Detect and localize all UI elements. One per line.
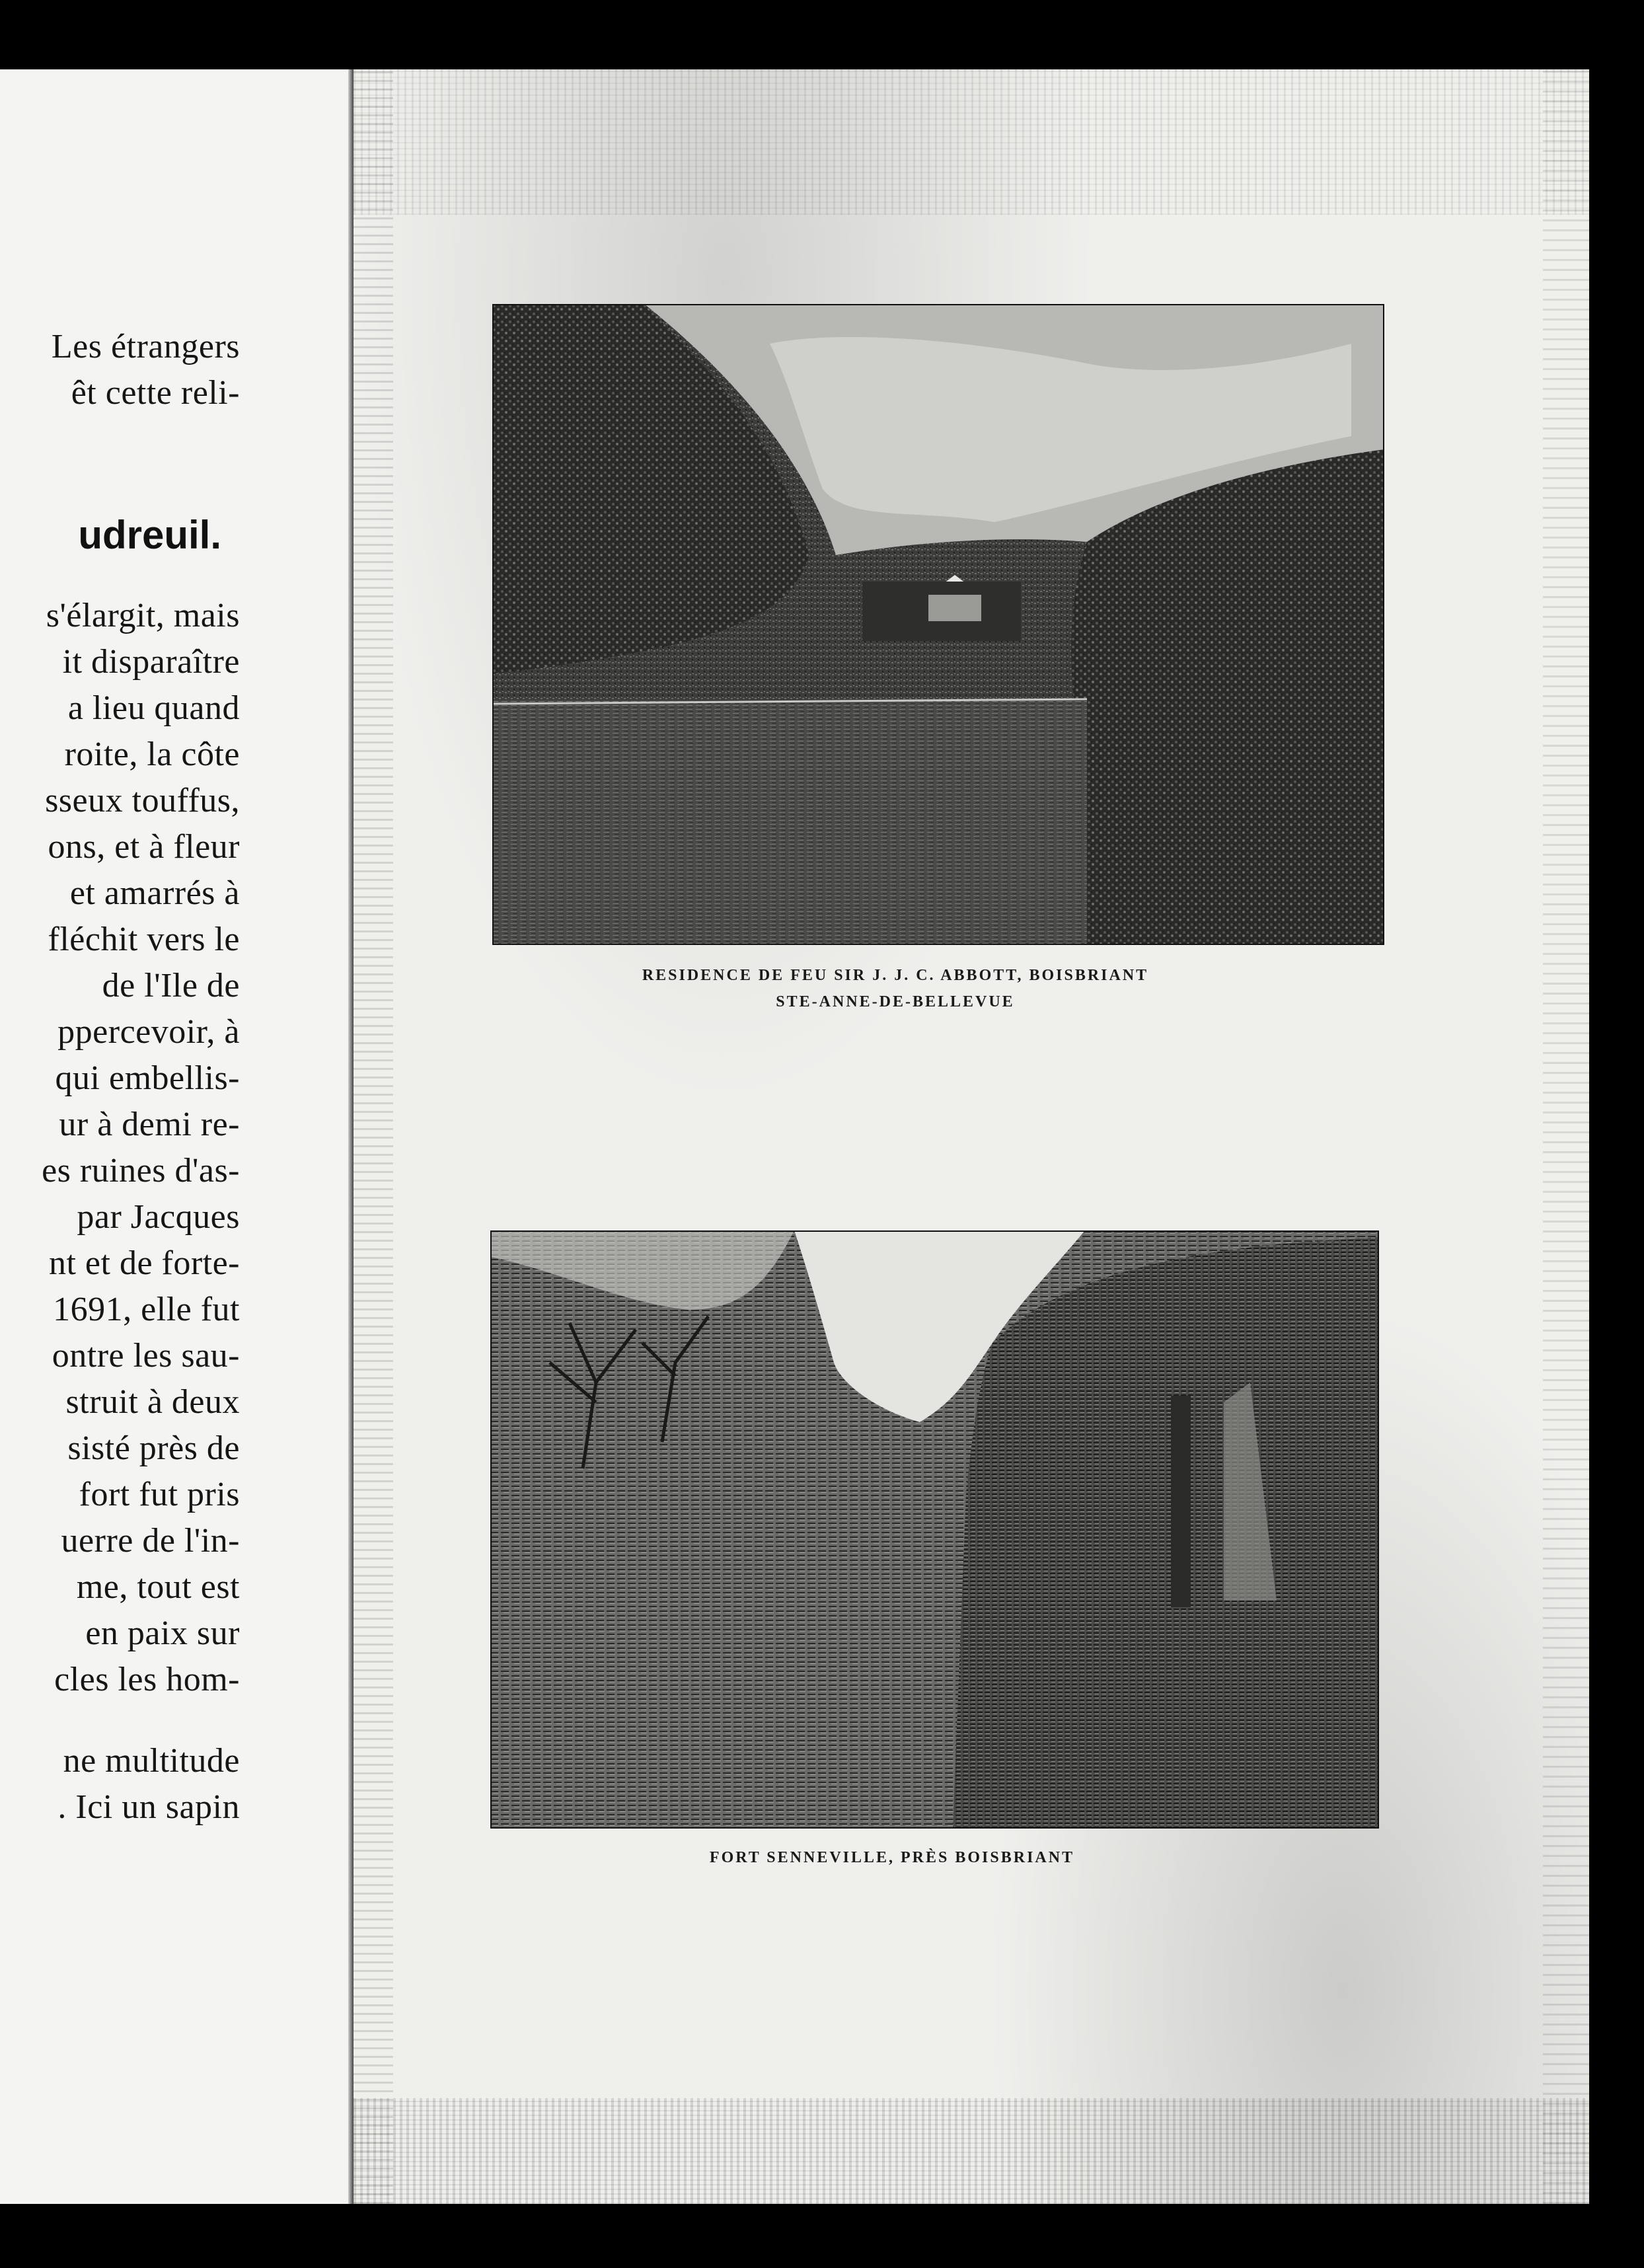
plate-caption: FORT SENNEVILLE, PRÈS BOISBRIANT	[709, 1849, 1075, 1866]
body-text-line: ne multitude	[63, 1742, 240, 1780]
body-text-line: me, tout est	[76, 1568, 240, 1606]
body-text-line: ontre les sau-	[52, 1337, 240, 1375]
page-gutter	[348, 69, 354, 2204]
scan-border-bottom	[0, 2204, 1644, 2268]
body-text-line: ons, et à fleur	[48, 828, 240, 866]
left-page	[0, 69, 354, 2204]
body-text-line: en paix sur	[85, 1614, 240, 1652]
scan-noise	[354, 69, 393, 2204]
body-text-line: struit à deux	[65, 1383, 240, 1421]
scan-border-right	[1589, 0, 1644, 2268]
body-text-line: a lieu quand	[67, 689, 240, 727]
photo-fort-senneville	[490, 1230, 1379, 1829]
photo-residence-image	[492, 304, 1384, 945]
scan-noise	[1543, 69, 1589, 2204]
scan-noise	[354, 2098, 1589, 2204]
body-text-line: sseux touffus,	[45, 782, 240, 819]
body-text-line: s'élargit, mais	[46, 597, 240, 634]
body-text-line: uerre de l'in-	[61, 1522, 240, 1560]
body-text-line: qui embellis-	[55, 1059, 240, 1097]
photo-residence-abbott	[492, 304, 1384, 945]
body-text-line: ur à demi re-	[59, 1106, 240, 1143]
plate-caption: RESIDENCE DE FEU SIR J. J. C. ABBOTT, BOISBRIANT	[642, 967, 1149, 984]
body-text-line: et amarrés à	[69, 874, 240, 912]
body-text-line: 1691, elle fut	[53, 1291, 240, 1328]
body-text-line: cles les hom-	[54, 1661, 240, 1698]
body-text-line: es ruines d'as-	[42, 1152, 240, 1190]
photo-fort-image	[490, 1230, 1379, 1829]
body-text-line: it disparaître	[62, 643, 240, 681]
body-text-line: fort fut pris	[79, 1476, 240, 1513]
section-heading: udreuil.	[78, 513, 221, 557]
body-text-line: ppercevoir, à	[57, 1013, 240, 1051]
body-text-line: Les étrangers	[51, 328, 240, 365]
body-text-line: de l'Ile de	[102, 967, 240, 1004]
body-text-line: nt et de forte-	[48, 1244, 240, 1282]
plate-page	[354, 69, 1589, 2204]
body-text-line: fléchit vers le	[48, 921, 240, 958]
body-text-line: . Ici un sapin	[57, 1788, 240, 1826]
body-text-line: roite, la côte	[64, 736, 240, 773]
body-text-line: sisté près de	[67, 1429, 240, 1467]
body-text-line: êt cette reli-	[71, 374, 240, 412]
plate-caption: STE-ANNE-DE-BELLEVUE	[776, 993, 1015, 1010]
scan-noise	[354, 69, 1589, 215]
body-text-line: par Jacques	[77, 1198, 240, 1236]
scan-border-top	[0, 0, 1644, 69]
